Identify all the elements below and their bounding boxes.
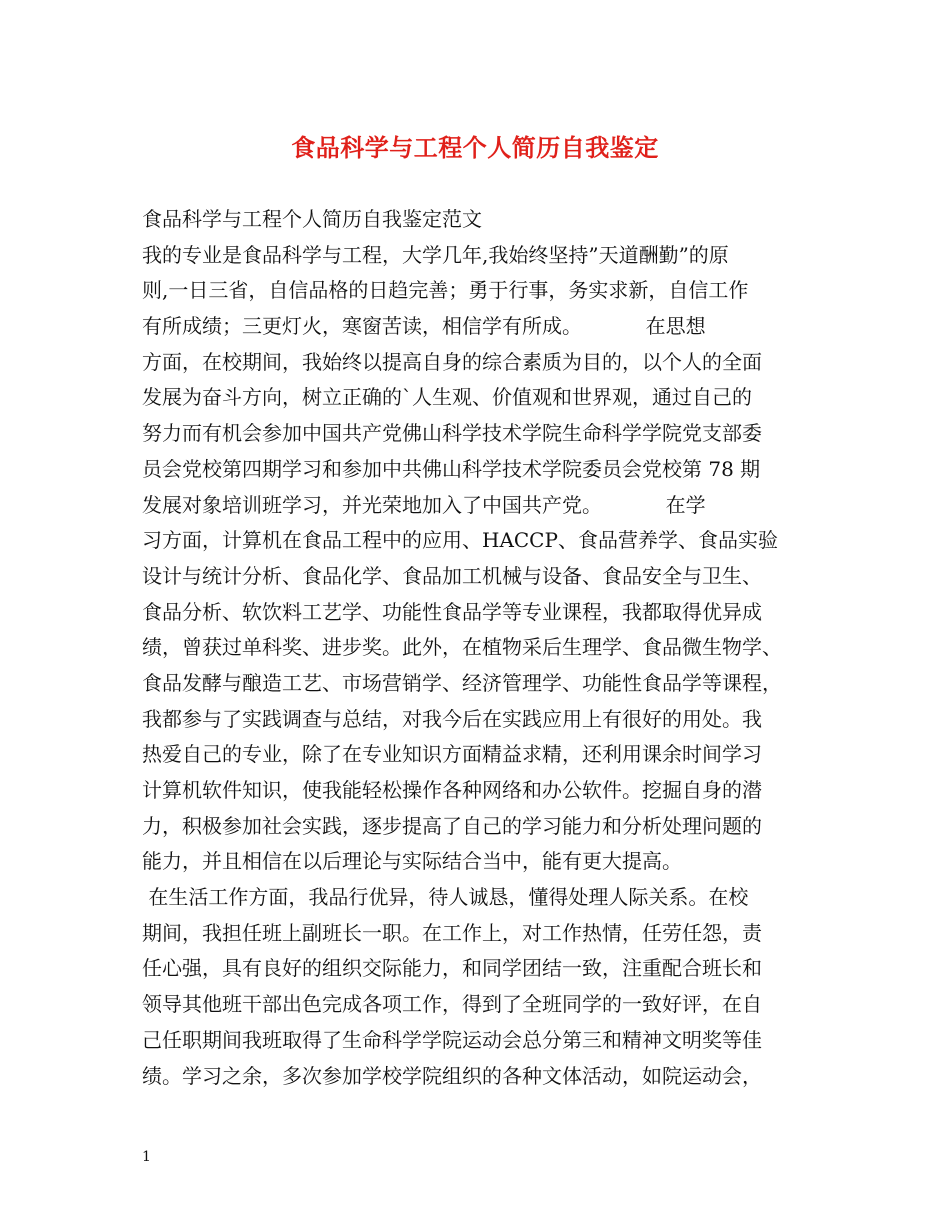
body-line: 努力而有机会参加中国共产党佛山科学技术学院生命科学学院党支部委 [142, 421, 762, 446]
body-line: 力，积极参加社会实践，逐步提高了自己的学习能力和分析处理问题的 [142, 813, 762, 838]
body-line: 能力，并且相信在以后理论与实际结合当中，能有更大提高。 [142, 849, 682, 874]
body-line: 热爱自己的专业，除了在专业知识方面精益求精，还利用课余时间学习 [142, 742, 762, 767]
body-line: 期间，我担任班上副班长一职。在工作上，对工作热情，任劳任怨，责 [142, 920, 762, 945]
body-line: 计算机软件知识，使我能轻松操作各种网络和办公软件。挖掘自身的潜 [142, 778, 762, 802]
body-line: 员会党校第四期学习和参加中共佛山科学技术学院委员会党校第 78 期 [142, 456, 761, 481]
body-line: 绩，曾获过单科奖、进步奖。此外，在植物采后生理学、食品微生物学、 [142, 635, 782, 660]
body-line: 方面，在校期间，我始终以提高自身的综合素质为目的，以个人的全面 [142, 349, 762, 374]
body-line: 我都参与了实践调查与总结，对我今后在实践应用上有很好的用处。我 [142, 706, 762, 731]
body-line: 绩。学习之余，多次参加学校学院组织的各种文体活动，如院运动会， [142, 1063, 762, 1088]
body-line: 己任职期间我班取得了生命科学学院运动会总分第三和精神文明奖等佳 [142, 1027, 762, 1052]
body-line: 习方面，计算机在食品工程中的应用、HACCP、食品营养学、食品实验 [142, 528, 778, 553]
body-line: 食品分析、软饮料工艺学、功能性食品学等专业课程，我都取得优异成 [142, 599, 762, 624]
document-title: 食品科学与工程个人简历自我鉴定 [291, 133, 659, 162]
body-line: 设计与统计分析、食品化学、食品加工机械与设备、食品安全与卫生、 [142, 563, 762, 588]
body-line: 食品发酵与酿造工艺、市场营销学、经济管理学、功能性食品学等课程， [142, 670, 782, 695]
body-line: 有所成绩；三更灯火，寒窗苦读，相信学有所成。 在思想 [142, 314, 706, 339]
body-line: 领导其他班干部出色完成各项工作，得到了全班同学的一致好评，在自 [142, 992, 762, 1017]
body-line: 发展为奋斗方向，树立正确的`人生观、价值观和世界观，通过自己的 [142, 385, 752, 410]
document-body [142, 202, 832, 1094]
body-line: 发展对象培训班学习，并光荣地加入了中国共产党。 在学 [142, 492, 706, 517]
body-line: 则,一日三省，自信品格的日趋完善；勇于行事，务实求新，自信工作 [142, 278, 749, 303]
body-line: 我的专业是食品科学与工程，大学几年,我始终坚持”天道酬勤”的原 [142, 242, 729, 267]
page-number: 1 [142, 1149, 151, 1165]
body-line: 任心强，具有良好的组织交际能力，和同学团结一致，注重配合班长和 [142, 956, 762, 981]
body-line: 食品科学与工程个人简历自我鉴定范文 [142, 207, 482, 231]
body-line: 在生活工作方面，我品行优异，待人诚恳，懂得处理人际关系。在校 [142, 885, 749, 910]
